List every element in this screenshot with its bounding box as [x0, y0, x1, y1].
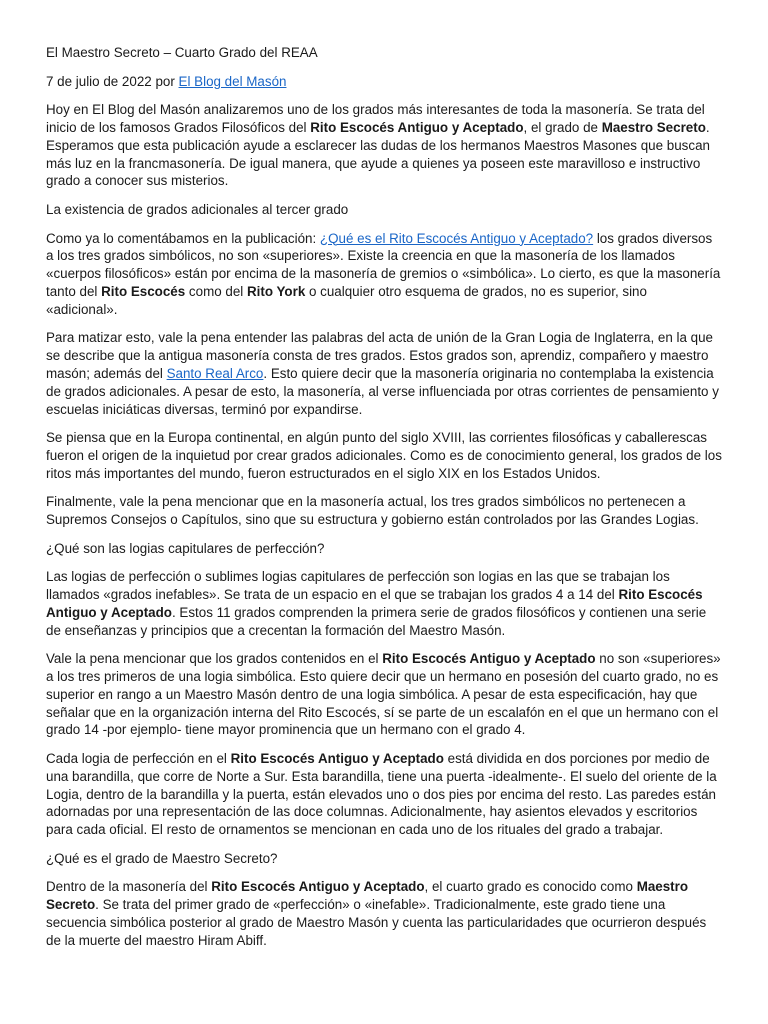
santo-real-arco-link[interactable]: Santo Real Arco	[166, 365, 264, 381]
text-run: como del	[185, 283, 247, 299]
text-run: los grados diversos a los tres grados simbólicos, no son «superiores». Existe la creencia en que la masonería de los llamados «cuerpos filosóficos» están por encima de la masonería de gremios o «simbólica». Lo cierto, es que la masonería tanto del	[46, 230, 721, 299]
text-run: Vale la pena mencionar que los grados contenidos en el	[46, 651, 383, 667]
rito-escoces-link[interactable]: ¿Qué es el Rito Escocés Antiguo y Aceptado?	[319, 230, 594, 246]
section-heading-grados-adicionales: La existencia de grados adicionales al tercer grado	[46, 201, 349, 217]
bold-term: Rito Escocés Antiguo y Aceptado	[230, 751, 444, 767]
text-run: no son «superiores» a los tres primeros de una logia simbólica. Esto quiere decir que un hermano en posesión del cuarto grado, no es superior en rango a un Maestro Masón dentro de una logia simbólica. A pesar de esta especificación, hay que señalar que en la organización interna del Rito Escocés, sí se parte de un escalafón en el que un hermano con el grado 14 -por ejemplo- tiene mayor prominencia que un hermano con el grado 4.	[46, 651, 721, 738]
bold-term: Maestro Secreto	[46, 879, 689, 913]
paragraph-vale	[46, 650, 722, 739]
paragraph-logias	[46, 568, 722, 639]
text-run: Para matizar esto, vale la pena entender las palabras del acta de unión de la Gran Logia de Inglaterra, en la que se describe que la antigua masonería consta de tres grados. Estos grados son, aprendiz, compañero y maestro masón; además del	[46, 330, 713, 381]
text-run: o cualquier otro esquema de grados, no es superior, sino «adicional».	[46, 283, 647, 317]
text-run: . Esto quiere decir que la masonería originaria no contemplaba la existencia de grados adicionales. A pesar de esto, la masonería, al verse influenciada por otras corrientes de pensamiento y escuelas iniciáticas diversas, terminó por expandirse.	[46, 365, 719, 417]
article	[46, 44, 722, 960]
meta-date: 7 de julio de 2022 por	[46, 73, 179, 89]
author-link[interactable]: El Blog del Masón	[178, 73, 287, 89]
bold-term: Rito Escocés Antiguo y Aceptado	[46, 587, 703, 620]
text-run: , el grado de	[523, 119, 602, 135]
paragraph-europa: Se piensa que en la Europa continental, en algún punto del siglo XVIII, las corrientes filosóficas y caballerescas fueron el origen de la inquietud por crear grados adicionales. Como es de conocimiento general, los grados de los ritos más importantes del mundo, fueron estructurados en el siglo XIX en los Estados Unidos.	[46, 430, 722, 481]
section-heading-maestro-secreto: ¿Qué es el grado de Maestro Secreto?	[46, 850, 278, 866]
text-run: Las logias de perfección o sublimes logias capitulares de perfección son logias en las que se trabajan los llamados «grados inefables». Se trata de un espacio en el que se trabajan los grados 4 a 14 del	[46, 569, 670, 603]
paragraph-cada-logia	[46, 750, 722, 839]
text-run: Cada logia de perfección en el	[46, 751, 231, 767]
section-heading-logias-capitulares: ¿Qué son las logias capitulares de perfección?	[46, 540, 325, 556]
paragraph-dentro	[46, 878, 722, 949]
text-run: . Estos 11 grados comprenden la primera serie de grados filosóficos y contienen una serie de enseñanzas y principios que a crecentan la formación del Maestro Masón.	[46, 604, 707, 638]
text-run: está dividida en dos porciones por medio de una barandilla, que corre de Norte a Sur. Esta barandilla, tiene una puerta -idealmente-. El suelo del oriente de la Logia, dentro de la barandilla y la puerta, están elevados uno o dos pies por encima del resto. Las paredes están adornadas por una representación de las doce columnas. Adicionalmente, hay asientos elevados y escritorios para cada oficial. El resto de ornamentos se mencionan en cada uno de los rituales del grado a trabajar.	[46, 751, 717, 838]
article-meta	[46, 73, 722, 91]
bold-term: Rito Escocés Antiguo y Aceptado	[211, 879, 425, 895]
text-run: . Esperamos que esta publicación ayude a esclarecer las dudas de los hermanos Maestros Masones que buscan más luz en la francmasonería. De igual manera, que ayude a quienes ya poseen este maravilloso e instructivo grado a conocer sus misterios.	[46, 119, 710, 189]
text-run: . Se trata del primer grado de «perfección» o «inefable». Tradicionalmente, este grado tiene una secuencia simbólica posterior al grado de Maestro Masón y cuenta las particularidades que ocurrieron después de la muerte del maestro Hiram Abiff.	[46, 897, 707, 948]
text-run: Hoy en El Blog del Masón analizaremos uno de los grados más interesantes de toda la masonería. Se trata del inicio de los famosos Grados Filosóficos del	[46, 102, 705, 135]
intro-paragraph	[46, 101, 722, 190]
text-run: , el cuarto grado es conocido como	[424, 879, 637, 895]
bold-term: Rito Escocés Antiguo y Aceptado	[310, 119, 524, 135]
bold-term: Rito Escocés	[101, 283, 186, 299]
bold-term: Maestro Secreto	[601, 119, 706, 135]
bold-term: Rito York	[246, 283, 306, 299]
paragraph-matizar	[46, 329, 722, 418]
paragraph-existencia	[46, 230, 722, 319]
text-run: Como ya lo comentábamos en la publicación:	[46, 230, 320, 246]
bold-term: Rito Escocés Antiguo y Aceptado	[382, 651, 596, 667]
paragraph-finalmente: Finalmente, vale la pena mencionar que en la masonería actual, los tres grados simbólicos no pertenecen a Supremos Consejos o Capítulos, sino que su estructura y gobierno están controlados por las Grandes Logias.	[46, 494, 699, 528]
text-run: Dentro de la masonería del	[46, 879, 212, 895]
article-title: El Maestro Secreto – Cuarto Grado del REAA	[46, 45, 318, 60]
